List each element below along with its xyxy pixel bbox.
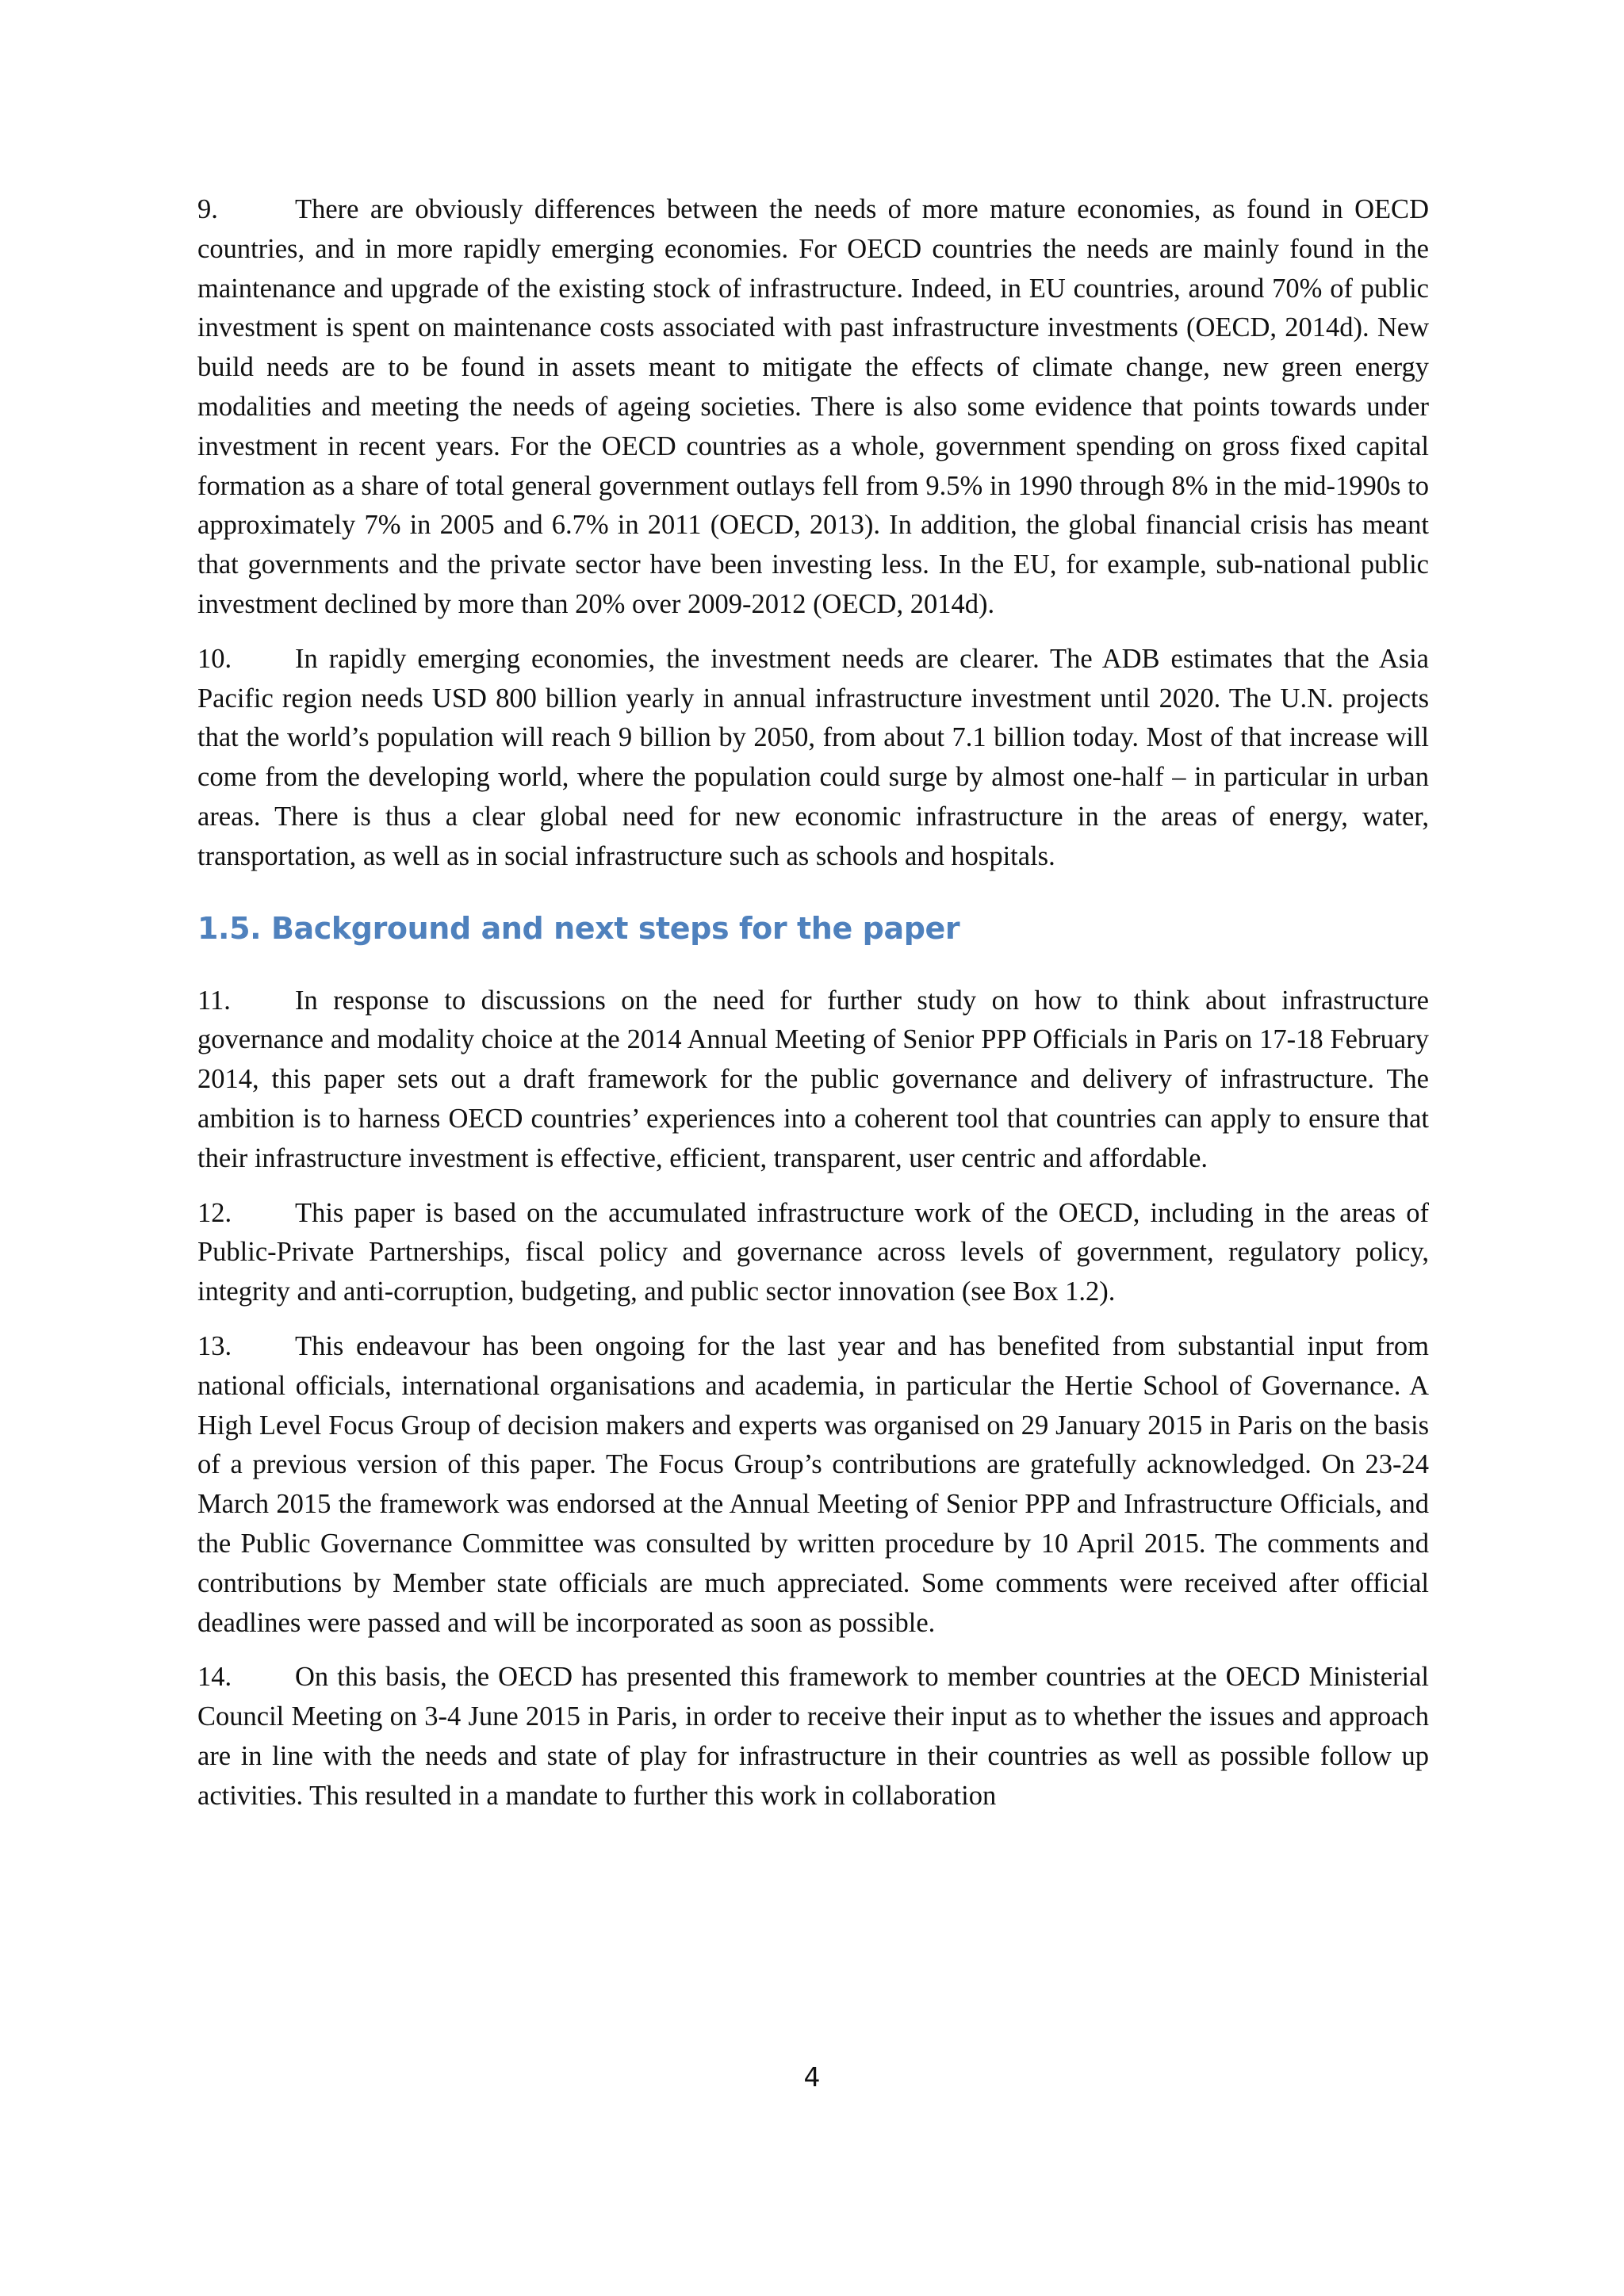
paragraph-9 — [197, 190, 1429, 625]
paragraph-number: 9. — [197, 194, 218, 224]
paragraph-number: 11. — [197, 985, 231, 1016]
page-body — [197, 190, 1429, 1831]
section-heading: 1.5. Background and next steps for the paper — [197, 910, 960, 946]
paragraph-text: On this basis, the OECD has presented this framework to member countries at the OECD Ministerial Council Meeting on 3-4 June 2015 in Paris, in order to receive their input as to whether the issues and approach are in line with the needs and state of play for infrastructure in their countries as well as possible follow up activities. This resulted in a mandate to further this work in collaboration — [197, 1662, 1429, 1811]
paragraph-number: 13. — [197, 1330, 232, 1361]
paragraph-number: 10. — [197, 643, 232, 674]
paragraph-text: In rapidly emerging economies, the investment needs are clearer. The ADB estimates that the Asia Pacific region needs USD 800 billion yearly in annual infrastructure investment until 2020. The U.N. projects that the world’s population will reach 9 billion by 2050, from about 7.1 billion today. Most of that increase will come from the developing world, where the population could surge by almost one-half – in particular in urban areas. There is thus a clear global need for new economic infrastructure in the areas of energy, water, transportation, as well as in social infrastructure such as schools and hospitals. — [197, 643, 1429, 871]
paragraph-12 — [197, 1194, 1429, 1312]
paragraph-number: 12. — [197, 1197, 232, 1228]
paragraph-11 — [197, 982, 1429, 1179]
paragraph-13 — [197, 1327, 1429, 1643]
paragraph-number: 14. — [197, 1662, 232, 1693]
paragraph-text: This endeavour has been ongoing for the last year and has benefited from substantial input from national officials, international organisations and academia, in particular the Hertie School of Governance. A High Level Focus Group of decision makers and experts was organised on 29 January 2015 in Paris on the basis of a previous version of this paper. The Focus Group’s contributions are gratefully acknowledged. On 23-24 March 2015 the framework was endorsed at the Annual Meeting of Senior PPP and Infrastructure Officials, and the Public Governance Committee was consulted by written procedure by 10 April 2015. The comments and contributions by Member state officials are much appreciated. Some comments were received after official deadlines were passed and will be incorporated as soon as possible. — [197, 1330, 1429, 1638]
page-number: 4 — [803, 2061, 821, 2092]
paragraph-14 — [197, 1658, 1429, 1816]
paragraph-text: There are obviously differences between the needs of more mature economies, as found in OECD countries, and in more rapidly emerging economies. For OECD countries the needs are mainly found in the maintenance and upgrade of the existing stock of infrastructure. Indeed, in EU countries, around 70% of public investment is spent on maintenance costs associated with past infrastructure investments (OECD, 2014d). New build needs are to be found in assets meant to mitigate the effects of climate change, new green energy modalities and meeting the needs of ageing societies. There is also some evidence that points towards under investment in recent years. For the OECD countries as a whole, government spending on gross fixed capital formation as a share of total general government outlays fell from 9.5% in 1990 through 8% in the mid-1990s to approximately 7% in 2005 and 6.7% in 2011 (OECD, 2013). In addition, the global financial crisis has meant that governments and the private sector have been investing less. In the EU, for example, sub-national public investment declined by more than 20% over 2009-2012 (OECD, 2014d). — [197, 194, 1429, 619]
paragraph-10 — [197, 640, 1429, 877]
paragraph-text: This paper is based on the accumulated infrastructure work of the OECD, including in the areas of Public-Private Partnerships, fiscal policy and governance across levels of government, regulatory policy, integrity and anti-corruption, budgeting, and public sector innovation (see Box 1.2). — [197, 1197, 1429, 1307]
paragraph-text: In response to discussions on the need for further study on how to think about infrastructure governance and modality choice at the 2014 Annual Meeting of Senior PPP Officials in Paris on 17-18 February 2014, this paper sets out a draft framework for the public governance and delivery of infrastructure. The ambition is to harness OECD countries’ experiences into a coherent tool that countries can apply to ensure that their infrastructure investment is effective, efficient, transparent, user centric and affordable. — [197, 985, 1429, 1173]
